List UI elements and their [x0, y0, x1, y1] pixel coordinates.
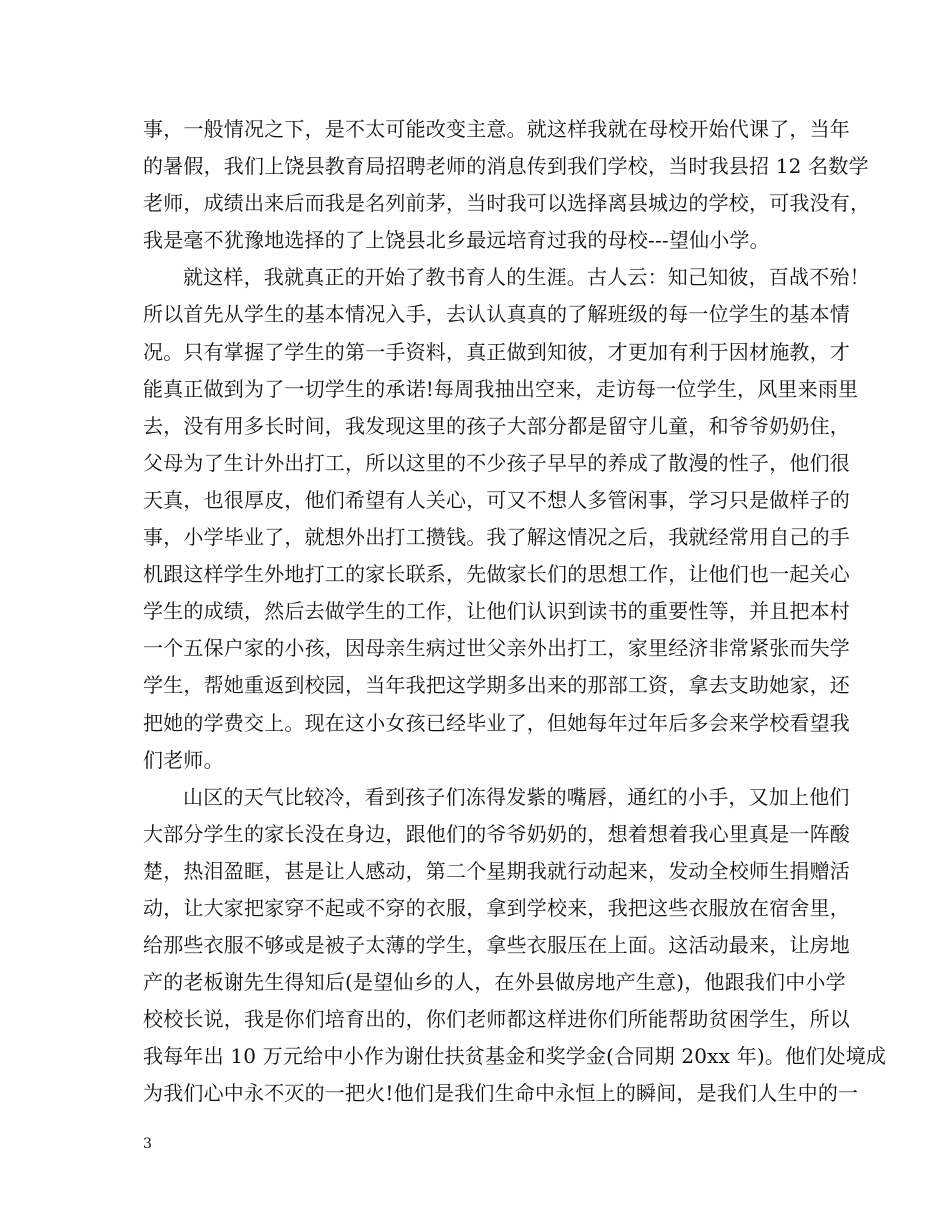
text-line: 们老师。 — [143, 747, 224, 772]
text-line: 为我们心中永不灭的一把火!他们是我们生命中永恒上的瞬间，是我们人生中的一 — [143, 1081, 859, 1106]
text-line: 就这样，我就真正的开始了教书育人的生涯。古人云：知己知彼，百战不殆！ — [183, 265, 870, 290]
text-line: 机跟这样学生外地打工的家长联系，先做家长们的思想工作，让他们也一起关心 — [143, 562, 850, 587]
text-line: 父母为了生计外出打工，所以这里的不少孩子早早的养成了散漫的性子，他们很 — [143, 450, 850, 475]
text-line: 山区的天气比较冷，看到孩子们冻得发紫的嘴唇，通红的小手，又加上他们 — [183, 784, 850, 809]
text-line: 老师，成绩出来后而我是名列前茅，当时我可以选择离县城边的学校，可我没有， — [143, 191, 871, 216]
text-line: 大部分学生的家长没在身边，跟他们的爷爷奶奶的，想着想着我心里真是一阵酸 — [143, 821, 850, 846]
text-line: 学生，帮她重返到校园，当年我把这学期多出来的那部工资，拿去支助她家，还 — [143, 673, 850, 698]
text-line: 给那些衣服不够或是被子太薄的学生，拿些衣服压在上面。这活动最来，让房地 — [143, 933, 850, 958]
text-line: 能真正做到为了一切学生的承诺!每周我抽出空来，走访每一位学生，风里来雨里 — [143, 376, 859, 401]
text-line: 动，让大家把家穿不起或不穿的衣服，拿到学校来，我把这些衣服放在宿舍里， — [143, 895, 850, 920]
text-line: 产的老板谢先生得知后(是望仙乡的人，在外县做房地产生意)，他跟我们中小学 — [143, 970, 846, 995]
paragraph — [143, 259, 870, 778]
text-line: 校校长说，我是你们培育出的，你们老师都这样进你们所能帮助贫困学生，所以 — [143, 1007, 850, 1032]
text-line: 把她的学费交上。现在这小女孩已经毕业了，但她每年过年后多会来学校看望我 — [143, 710, 850, 735]
text-line: 我是毫不犹豫地选择的了上饶县北乡最远培育过我的母校---望仙小学。 — [143, 228, 770, 253]
text-line: 所以首先从学生的基本情况入手，去认认真真的了解班级的每一位学生的基本情 — [143, 302, 850, 327]
paragraph — [143, 779, 887, 1113]
text-line: 一个五保户家的小孩，因母亲生病过世父亲外出打工，家里经济非常紧张而失学 — [143, 636, 850, 661]
text-line: 况。只有掌握了学生的第一手资料，真正做到知彼，才更加有利于因材施教，才 — [143, 339, 850, 364]
text-line: 事，一般情况之下，是不太可能改变主意。就这样我就在母校开始代课了，当年 — [143, 117, 850, 141]
page-number: 3 — [143, 1136, 152, 1152]
text-line: 楚，热泪盈眶，甚是让人感动，第二个星期我就行动起来，发动全校师生捐赠活 — [143, 858, 850, 883]
text-line: 事，小学毕业了，就想外出打工攒钱。我了解这情况之后，我就经常用自己的手 — [143, 525, 850, 550]
text-line: 我每年出 10 万元给中小作为谢仕扶贫基金和奖学金(合同期 20xx 年)。他们处境成 — [143, 1044, 887, 1069]
text-line: 去，没有用多长时间，我发现这里的孩子大部分都是留守儿童，和爷爷奶奶住， — [143, 413, 850, 438]
text-line: 学生的成绩，然后去做学生的工作，让他们认识到读书的重要性等，并且把本村 — [143, 599, 850, 624]
text-line: 的暑假，我们上饶县教育局招聘老师的消息传到我们学校，当时我县招 12 名数学 — [143, 154, 869, 179]
paragraph — [143, 111, 871, 259]
text-line: 天真，也很厚皮，他们希望有人关心，可又不想人多管闲事，学习只是做样子的 — [143, 487, 850, 512]
document-body — [143, 111, 887, 1113]
